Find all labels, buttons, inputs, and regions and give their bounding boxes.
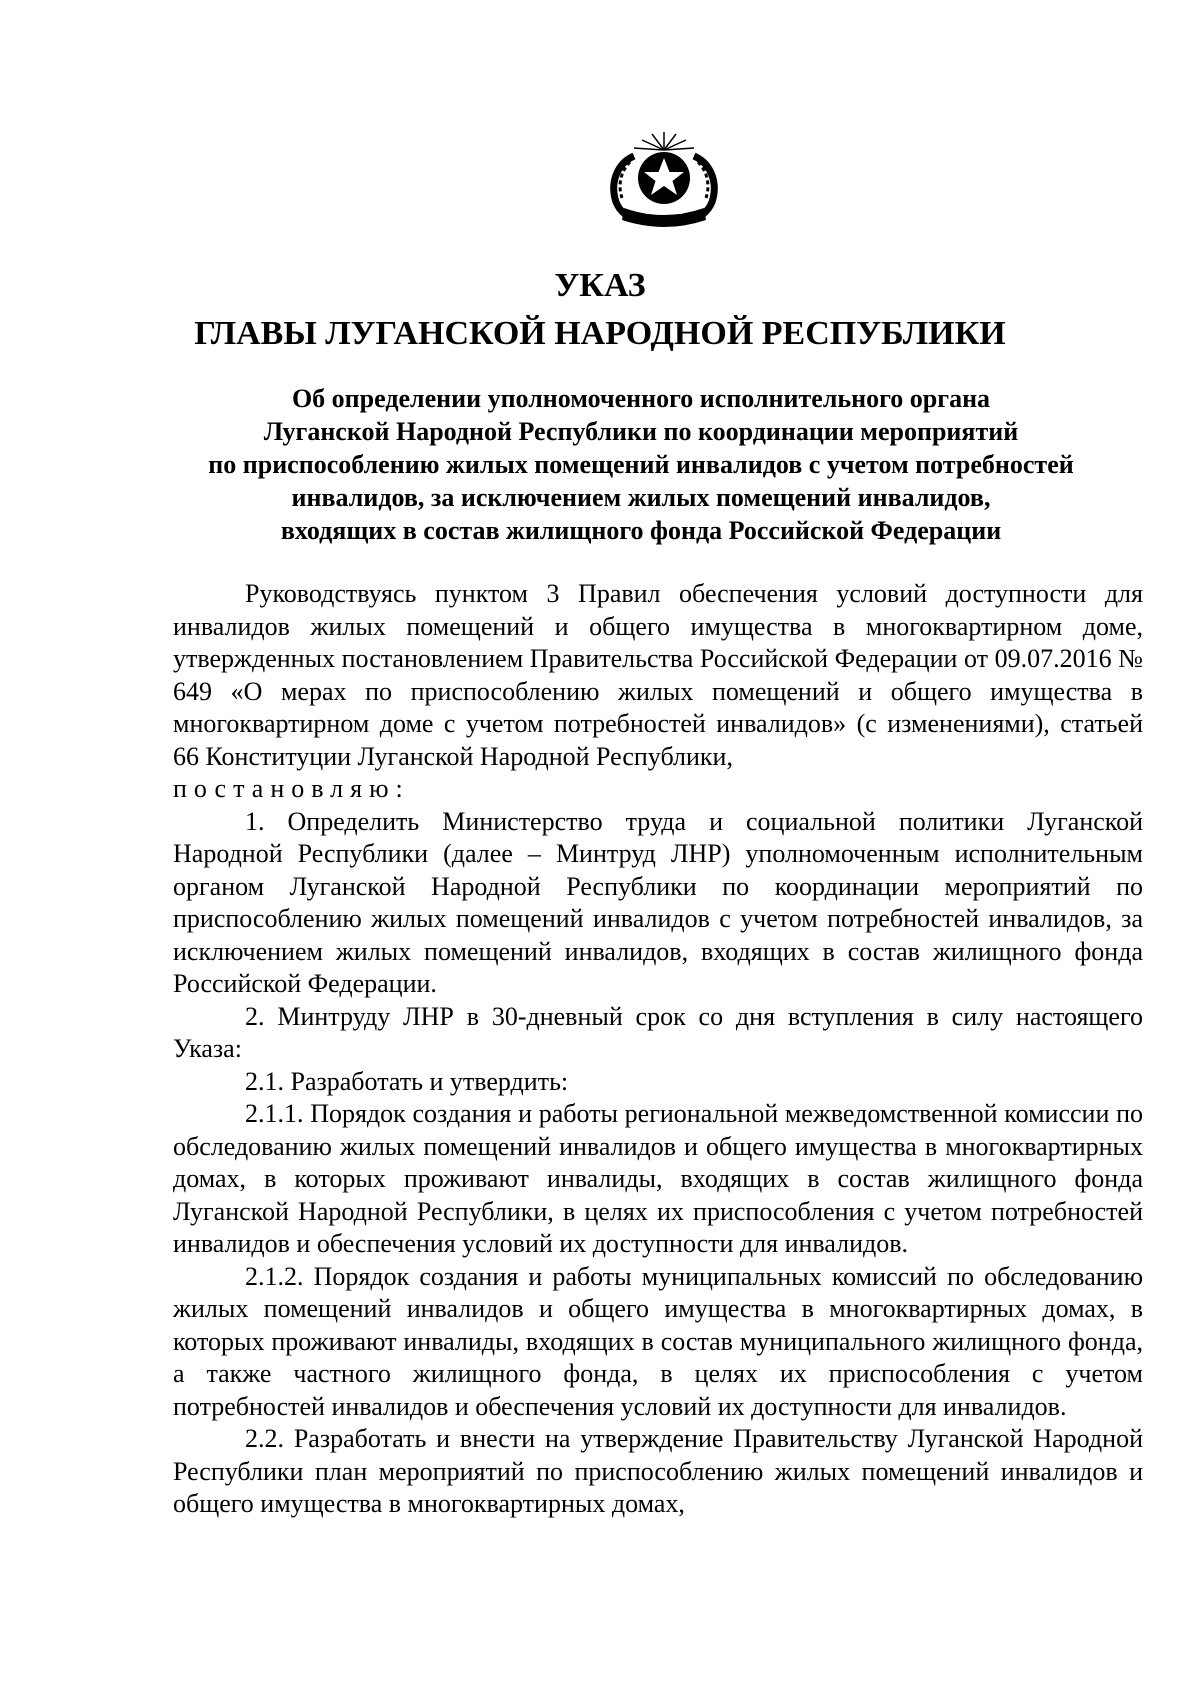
subject-line: Об определении уполномоченного исполнительного органа [291, 384, 991, 413]
clause-2-1-2: 2.1.2. Порядок создания и работы муниципальных комиссий по обследованию жилых помещений инвалидов и общего имущества в многоквартирных домах, в которых проживают инвалиды, входящих в состав муниципального жилищного фонда, а также частного жилищного фонда, в целях их приспособления с учетом потребностей инвалидов и обеспечения условий их доступности для инвалидов. [173, 1261, 1143, 1421]
subject-line: инвалидов, за исключением жилых помещений инвалидов, [291, 483, 991, 512]
subject-line: по приспособлению жилых помещений инвалидов с учетом потребностей [208, 450, 1074, 479]
document-title [0, 262, 1200, 358]
preamble-paragraph: Руководствуясь пунктом 3 Правил обеспечения условий доступности для инвалидов жилых помещений и общего имущества в многоквартирном доме, утвержденных постановлением Правительства Российской Федерации от 09.07.2016 № 649 «О мерах по приспособлению жилых помещений и общего имущества в многоквартирном доме с учетом потребностей инвалидов» (с изменениями), статьей 66 Конституции Луганской Народной Республики, [173, 579, 1143, 771]
clause-2-1: 2.1. Разработать и утвердить: [245, 1066, 569, 1096]
resolve-text: постановляю: [173, 774, 410, 803]
document-subject [150, 382, 1132, 547]
resolve-word [173, 773, 1143, 806]
clause-2: 2. Минтруду ЛНР в 30-дневный срок со дня вступления в силу настоящего Указа: [173, 1001, 1143, 1063]
emblem-icon [594, 128, 734, 234]
clause-2-2: 2.2. Разработать и внести на утверждение Правительству Луганской Народной Республики план мероприятий по приспособлению жилых помещений инвалидов и общего имущества в многоквартирных домах, [173, 1424, 1143, 1518]
document-body [173, 578, 1143, 1521]
title-line-authority: ГЛАВЫ ЛУГАНСКОЙ НАРОДНОЙ РЕСПУБЛИКИ [194, 315, 1006, 352]
clause-2-1-1: 2.1.1. Порядок создания и работы региональной межведомственной комиссии по обследованию жилых помещений инвалидов и общего имущества в многоквартирных домах, в которых проживают инвалиды, входящих в состав жилищного фонда Луганской Народной Республики, в целях их приспособления с учетом потребностей инвалидов и обеспечения условий их доступности для инвалидов. [173, 1099, 1143, 1258]
subject-line: Луганской Народной Республики по координации мероприятий [263, 417, 1019, 446]
title-line-ukaz: УКАЗ [554, 267, 646, 304]
clause-1: 1. Определить Министерство труда и социальной политики Луганской Народной Республики (далее – Минтруд ЛНР) уполномоченным исполнительным органом Луганской Народной Республики по координации мероприятий по приспособлению жилых помещений инвалидов с учетом потребностей инвалидов, за исключением жилых помещений инвалидов, входящих в состав жилищного фонда Российской Федерации. [173, 806, 1143, 998]
subject-line: входящих в состав жилищного фонда Российской Федерации [280, 516, 1002, 545]
